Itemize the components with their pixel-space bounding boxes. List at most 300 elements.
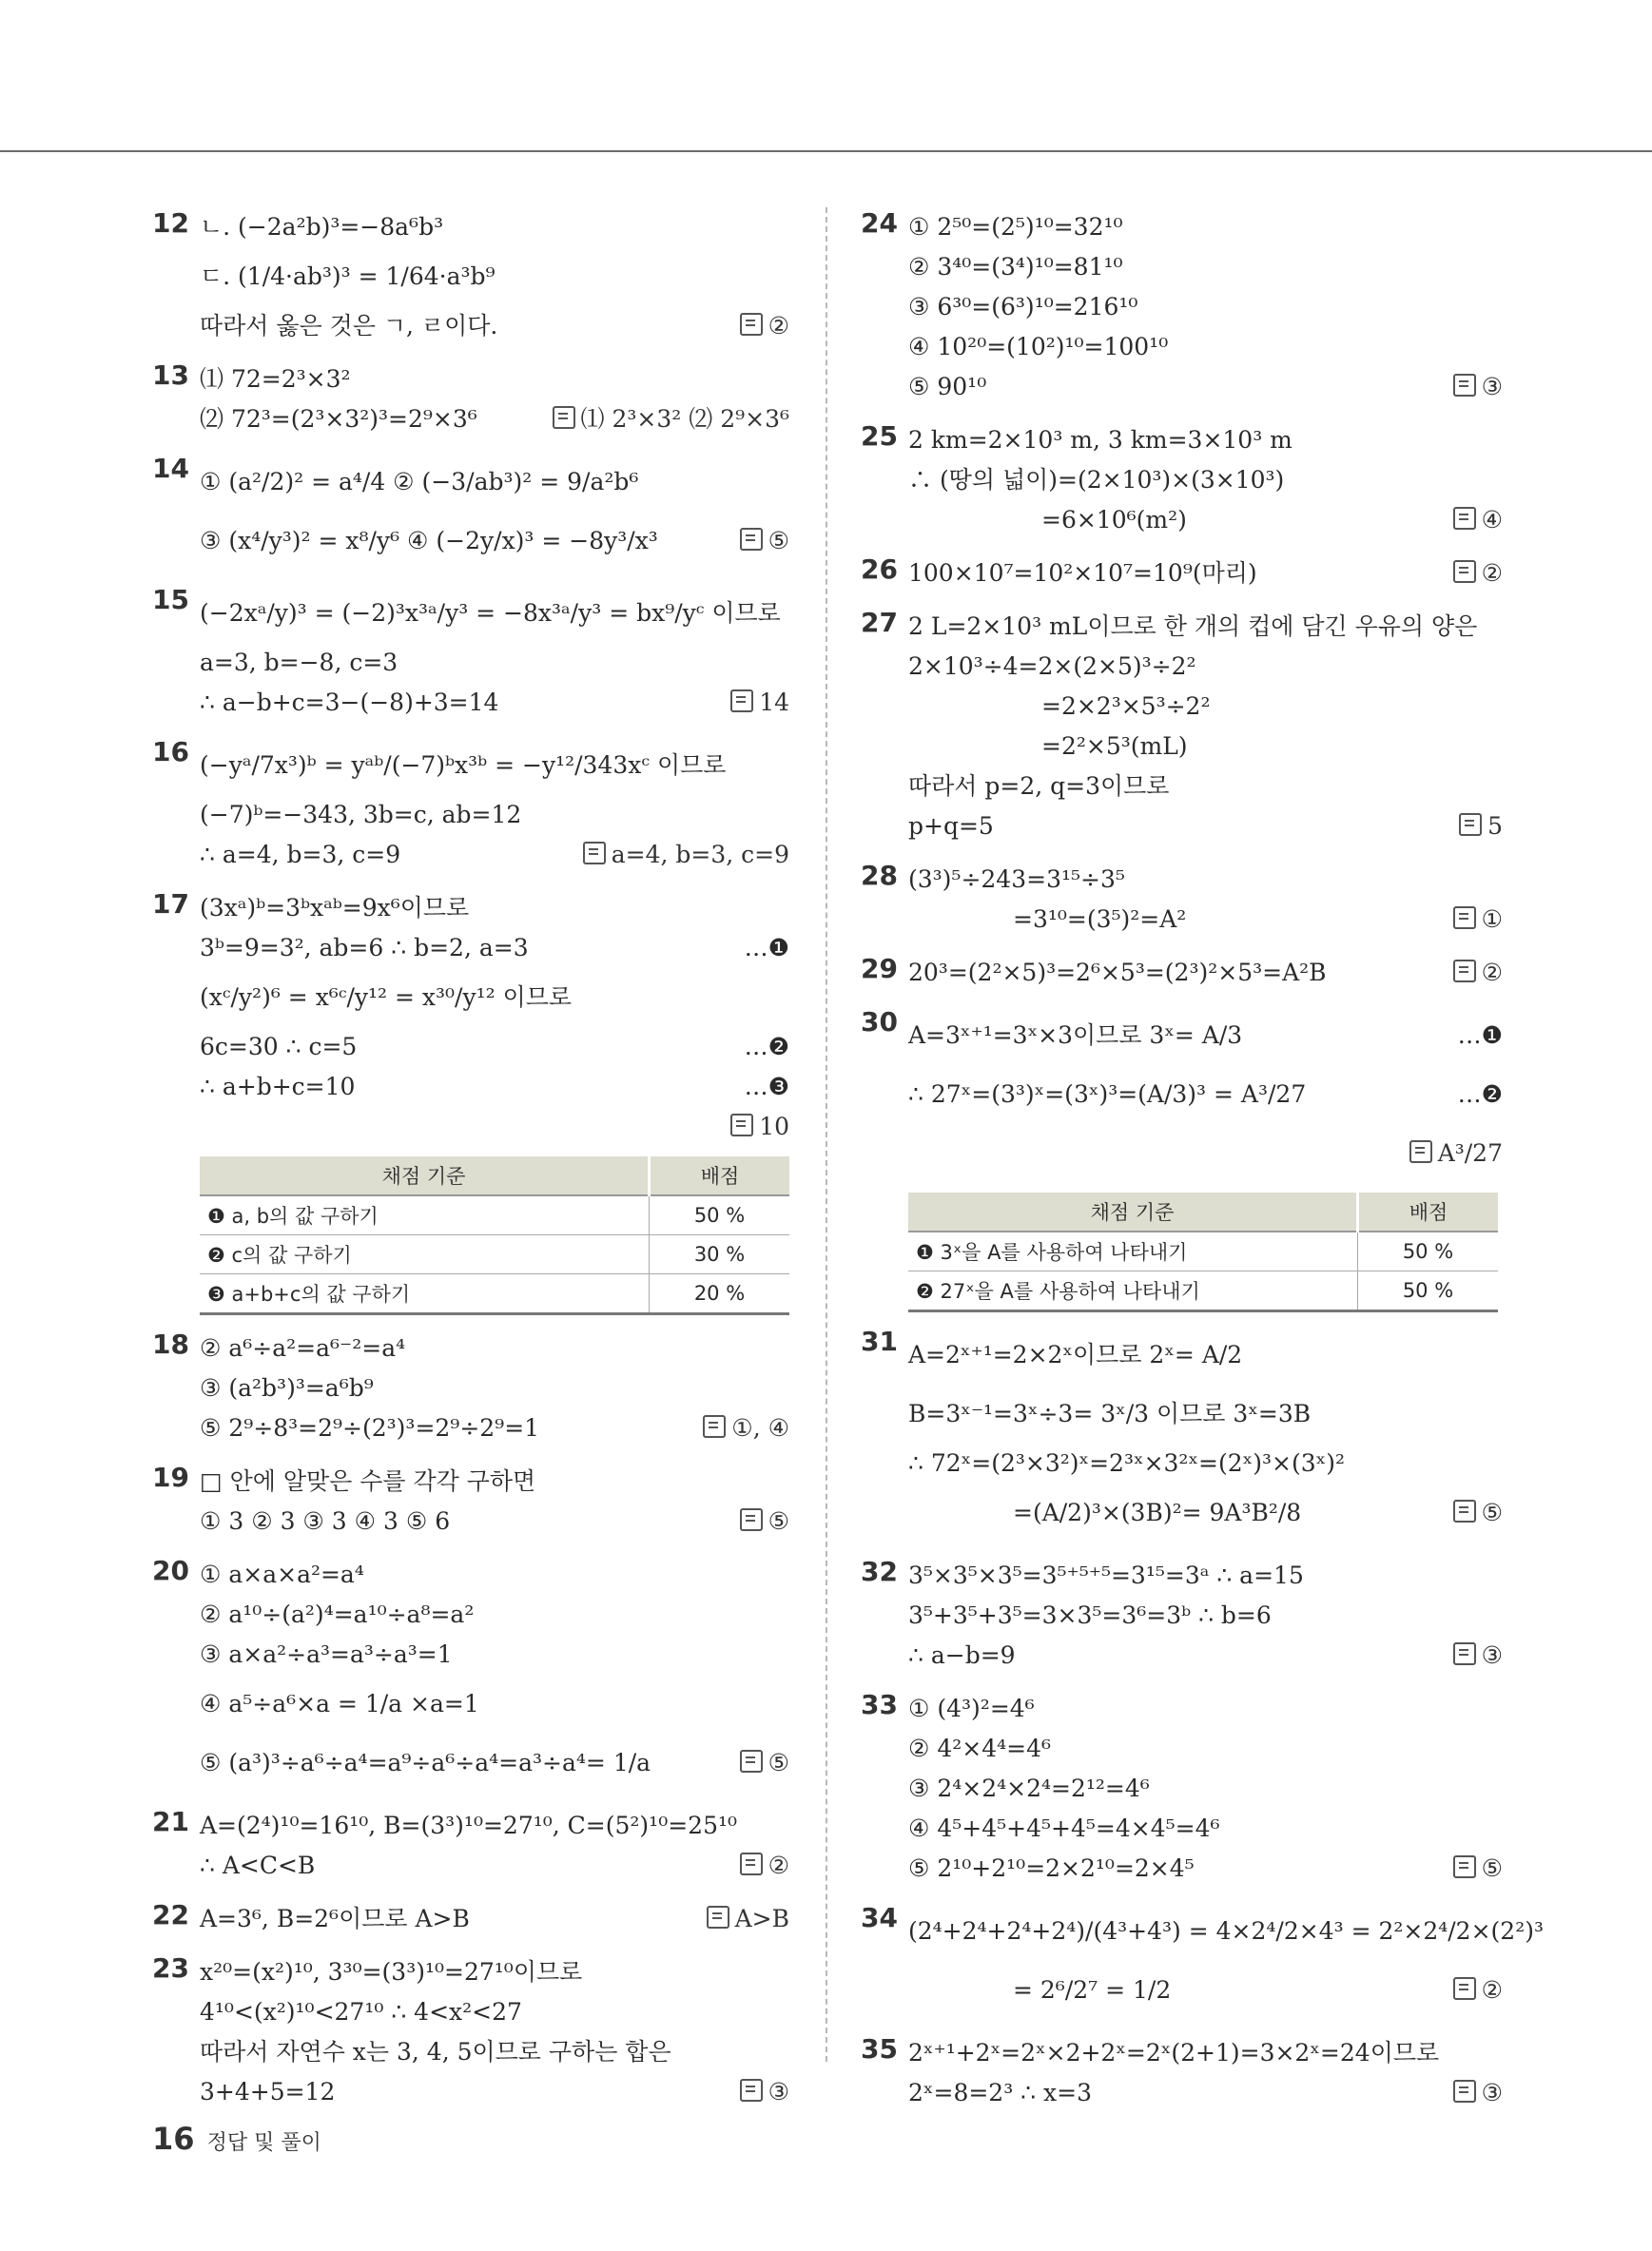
solution-text: ② 4²×4⁴=4⁶ [908,1735,1052,1762]
answer [583,835,789,875]
problem-number: 25 [861,420,898,452]
problem-23 [152,1952,789,2112]
answer [703,1408,789,1448]
problem-13 [152,359,789,439]
solution-line [908,1636,1503,1676]
solution-line [200,1846,789,1886]
solution-lines [908,1902,1544,2020]
solution-text: 3⁵×3⁵×3⁵=3⁵⁺⁵⁺⁵=3¹⁵=3ᵃ ∴ a=15 [908,1562,1304,1589]
solution-line [200,584,789,643]
problem-33 [861,1689,1503,1889]
solution-text: ∴ 27ˣ=(3³)ˣ=(3ˣ)³=(A/3)³ = A³/27 [908,1080,1307,1108]
solution-line [908,1385,1503,1444]
solution-line [908,1006,1503,1065]
criteria-cell: ❶ a, b의 값 구하기 [200,1195,650,1235]
solution-lines [908,2033,1503,2113]
grading-header-row [200,1156,789,1195]
solution-line [908,953,1503,993]
solution-text: ③ a×a²÷a³=a³÷a³=1 [200,1640,453,1668]
points-cell: 50 % [650,1195,790,1235]
solution-text: ㄷ. (1/4·ab³)³ = 1/64·a³b⁹ [200,262,496,290]
answer-text: ⑤ [1481,1854,1503,1882]
solution-line [200,1502,789,1542]
solution-text: 2×10³÷4=2×(2×5)³÷2² [908,652,1196,680]
answer [730,1107,789,1147]
answer-box-icon [1453,906,1476,929]
solution-text: (2⁴+2⁴+2⁴+2⁴)/(4³+4³) = 4×2⁴/2×4³ = 2²×2⁴/2×(2²)³ [908,1917,1544,1945]
solution-text: ⑵ 72³=(2³×3²)³=2⁹×3⁶ [200,405,477,433]
solution-text: 따라서 옳은 것은 ㄱ, ㄹ이다. [200,312,498,340]
problem-number: 32 [861,1556,898,1587]
solution-line [908,2033,1503,2073]
problem-28 [861,860,1503,940]
answer [1459,806,1503,846]
answer-text: ⑴ 2³×3² ⑵ 2⁹×3⁶ [580,405,789,433]
answer [1409,1124,1503,1183]
problem-number: 21 [152,1806,189,1837]
solution-lines [200,888,789,1147]
answer-text: ③ [1481,2079,1503,2106]
solution-text: 2ˣ=8=2³ ∴ x=3 [908,2079,1092,2106]
footer-label: 정답 및 풀이 [206,2131,321,2155]
answer-box-icon [553,406,575,429]
solution-text: ⑤ (a³)³÷a⁶÷a⁴=a⁹÷a⁶÷a⁴=a³÷a⁴= 1/a [200,1749,651,1776]
answer [1453,1961,1503,2020]
solution-line [200,1462,789,1502]
answer [730,683,789,723]
answer [740,1502,789,1542]
solution-text: (−yᵃ/7x³)ᵇ = yᵃᵇ/(−7)ᵇx³ᵇ = −y¹²/343xᶜ 이므로 [200,751,727,779]
solution-line [200,736,789,795]
solution-line [200,1107,789,1147]
step-marker: …❷ [744,1033,789,1060]
answer [1453,1484,1503,1543]
points-cell: 50 % [1358,1271,1499,1311]
answer-box-icon [1453,1977,1476,2000]
solution-text: ∴ a−b+c=3−(−8)+3=14 [200,689,499,716]
grading-header-row [908,1193,1498,1232]
solution-line [908,1326,1503,1385]
problem-number: 28 [861,860,898,891]
solution-lines [908,1689,1503,1889]
answer [1453,1636,1503,1676]
criteria-cell: ❷ c의 값 구하기 [200,1235,650,1274]
solution-text: B=3ˣ⁻¹=3ˣ÷3= 3ˣ/3 이므로 3ˣ=3B [908,1400,1312,1427]
solution-line [908,207,1503,247]
answer [740,306,789,346]
points-cell: 50 % [1358,1232,1499,1271]
answer-box-icon [740,2079,763,2102]
solution-lines [200,584,789,723]
solution-line [908,1556,1503,1596]
solution-line [200,1555,789,1595]
solution-line [200,1408,789,1448]
solution-line [908,1484,1503,1543]
solution-text: 6c=30 ∴ c=5 [200,1033,358,1060]
solution-text: ③ 2⁴×2⁴×2⁴=2¹²=4⁶ [908,1775,1150,1802]
answer [1453,553,1503,593]
problem-number: 34 [861,1902,898,1933]
solution-line [908,420,1503,460]
solution-text: a=3, b=−8, c=3 [200,649,398,676]
answer-box-icon [730,689,753,712]
solution-text: □ 안에 알맞은 수를 각각 구하면 [200,1467,536,1495]
solution-text: ∴ a=4, b=3, c=9 [200,841,401,868]
solution-lines [200,1329,789,1448]
answer-text: ③ [1481,1641,1503,1669]
problem-32 [861,1556,1503,1676]
solution-text: ⑴ 72=2³×3² [200,365,351,393]
problem-number: 27 [861,607,898,638]
problem-35 [861,2033,1503,2113]
solution-text: A=2ˣ⁺¹=2×2ˣ이므로 2ˣ= A/2 [908,1341,1243,1368]
solution-lines [908,207,1503,407]
solution-text: ∴ a+b+c=10 [200,1073,356,1100]
problem-26 [861,553,1503,593]
solution-lines [908,607,1503,846]
answer-box-icon [740,1853,763,1875]
answer-text: A³/27 [1437,1139,1503,1167]
solution-line [908,2073,1503,2113]
solution-text: 3+4+5=12 [200,2078,336,2105]
answer [553,399,789,439]
answer-box-icon [1453,374,1476,397]
answer [740,1734,789,1793]
solution-line [200,359,789,399]
solution-text: 4¹⁰<(x²)¹⁰<27¹⁰ ∴ 4<x²<27 [200,1998,522,2026]
answer-box-icon [1409,1140,1432,1163]
answer-text: a=4, b=3, c=9 [611,841,789,868]
problem-number: 19 [152,1462,189,1493]
solution-text: 2ˣ⁺¹+2ˣ=2ˣ×2+2ˣ=2ˣ(2+1)=3×2ˣ=24이므로 [908,2039,1440,2067]
answer-text: ①, ④ [731,1414,789,1442]
solution-line [200,795,789,835]
solution-lines [200,1952,789,2112]
problem-number: 18 [152,1329,189,1360]
solution-text: =6×10⁶(m²) [1041,506,1187,534]
solution-text: =2²×5³(mL) [1041,732,1188,760]
solution-text: ① 3 ② 3 ③ 3 ④ 3 ⑤ 6 [200,1507,451,1535]
solution-line [908,1124,1503,1183]
answer-box-icon [703,1415,726,1438]
solution-line [200,1952,789,1992]
solution-text: ① 2⁵⁰=(2⁵)¹⁰=32¹⁰ [908,213,1123,241]
solution-text: ③ (a²b³)³=a⁶b⁹ [200,1374,374,1402]
answer-text: ⑤ [768,527,789,554]
problem-number: 14 [152,453,189,484]
solution-text: 따라서 p=2, q=3이므로 [908,772,1170,800]
solution-line [908,1961,1503,2020]
solution-line [908,1065,1503,1124]
answer-box-icon [1453,960,1476,982]
solution-lines [908,1556,1503,1676]
solution-line [908,287,1503,327]
answer-box-icon [1453,560,1476,583]
solution-text: 2 L=2×10³ mL이므로 한 개의 컵에 담긴 우유의 양은 [908,612,1478,640]
problem-18 [152,1329,789,1448]
solution-line [908,1849,1503,1889]
problem-number: 30 [861,1006,898,1038]
answer-box-icon [1453,507,1476,530]
answer-text: ② [768,1852,789,1879]
solution-lines [200,736,789,875]
solution-text: 3ᵇ=9=3², ab=6 ∴ b=2, a=3 [200,934,529,961]
solution-line [908,247,1503,287]
solution-text: ② 3⁴⁰=(3⁴)¹⁰=81¹⁰ [908,253,1123,281]
solution-line [908,1444,1503,1484]
solution-lines [908,1006,1503,1183]
answer-text: ③ [1481,373,1503,400]
grading-row [200,1195,789,1235]
solution-line [200,2032,789,2072]
solution-line [200,1734,789,1793]
points-cell: 20 % [650,1274,790,1314]
solution-lines [200,1899,789,1939]
answer-box-icon [1459,813,1482,836]
solution-text: A=(2⁴)¹⁰=16¹⁰, B=(3³)¹⁰=27¹⁰, C=(5²)¹⁰=25¹⁰ [200,1812,738,1839]
solution-line [200,1899,789,1939]
solution-lines [908,953,1503,993]
page-number: 16 [152,2121,195,2157]
answer-box-icon [740,1508,763,1531]
answer-text: ② [768,312,789,340]
solution-line [200,512,789,571]
solution-text: (−7)ᵇ=−343, 3b=c, ab=12 [200,801,522,828]
solution-line [200,835,789,875]
answer-text: ② [1481,559,1503,587]
answer-text: 10 [759,1113,789,1140]
grading-row [200,1235,789,1274]
right-column [861,207,1544,2126]
solution-text: (−2xᵃ/y)³ = (−2)³x³ᵃ/y³ = −8x³ᵃ/y³ = bx⁹/yᶜ 이므로 [200,599,781,627]
problem-number: 12 [152,207,189,239]
answer-box-icon [740,1750,763,1773]
problem-12 [152,207,789,346]
answer-box-icon [1453,2080,1476,2103]
solution-text: ① a×a×a²=a⁴ [200,1561,364,1588]
solution-text: 20³=(2²×5)³=2⁶×5³=(2³)²×5³=A²B [908,959,1327,986]
criteria-cell: ❸ a+b+c의 값 구하기 [200,1274,650,1314]
problem-number: 22 [152,1899,189,1931]
solution-text: 100×10⁷=10²×10⁷=10⁹(마리) [908,559,1257,587]
answer-text: ⑤ [1481,1499,1503,1526]
problem-number: 17 [152,888,189,920]
solution-line [908,1902,1544,1961]
answer-box-icon [730,1114,753,1136]
solution-line [200,1027,789,1067]
answer-text: ⑤ [768,1749,789,1776]
problem-15 [152,584,789,723]
points-header: 배점 [650,1156,790,1195]
page-footer [152,2121,321,2157]
solution-text: = 2⁶/2⁷ = 1/2 [1013,1976,1172,2004]
solution-line [908,1729,1503,1769]
solution-text: ④ 10²⁰=(10²)¹⁰=100¹⁰ [908,333,1169,360]
solution-lines [908,553,1503,593]
solution-line [908,647,1503,687]
answer-text: ② [1481,1976,1503,2004]
grading-row [908,1271,1498,1311]
solution-text: (xᶜ/y²)⁶ = x⁶ᶜ/y¹² = x³⁰/y¹² 이므로 [200,983,573,1011]
solution-text: ② a⁶÷a²=a⁶⁻²=a⁴ [200,1334,406,1362]
solution-text: ② a¹⁰÷(a²)⁴=a¹⁰÷a⁸=a² [200,1601,475,1628]
solution-line [200,643,789,683]
solution-line [200,683,789,723]
solution-text: ⑤ 2¹⁰+2¹⁰=2×2¹⁰=2×4⁵ [908,1854,1195,1882]
answer-text: 5 [1487,812,1503,840]
answer-box-icon [740,528,763,551]
solution-line [200,968,789,1027]
solution-line [908,860,1503,900]
problem-21 [152,1806,789,1886]
solution-line [908,806,1503,846]
solution-line [200,1595,789,1635]
solution-line [908,327,1503,367]
solution-text: 2 km=2×10³ m, 3 km=3×10³ m [908,426,1292,454]
solution-text: ④ a⁵÷a⁶×a = 1/a ×a=1 [200,1690,479,1717]
solution-line [200,1329,789,1368]
problem-16 [152,736,789,875]
solution-text: 3⁵+3⁵+3⁵=3×3⁵=3⁶=3ᵇ ∴ b=6 [908,1601,1272,1629]
solution-line [200,928,789,968]
solution-text: ∴ a−b=9 [908,1641,1016,1669]
answer-text: A>B [734,1905,789,1932]
left-column [152,207,789,2125]
answer [1453,500,1503,540]
solution-line [200,1368,789,1408]
solution-line [908,367,1503,407]
solution-line [200,453,789,512]
solution-text: =(A/2)³×(3B)²= 9A³B²/8 [1013,1499,1302,1526]
problem-24 [861,207,1503,407]
step-marker: …❶ [1457,1021,1503,1049]
solution-text: 따라서 자연수 x는 3, 4, 5이므로 구하는 합은 [200,2038,671,2066]
answer-box-icon [740,313,763,336]
solution-text: =3¹⁰=(3⁵)²=A² [1013,905,1187,933]
problem-27 [861,607,1503,846]
answer [1453,953,1503,993]
top-rule [0,150,1652,152]
solution-lines [908,860,1503,940]
answer [740,512,789,571]
solution-line [200,247,789,306]
solution-lines [908,420,1503,540]
solution-line [908,900,1503,940]
criteria-cell: ❶ 3ˣ을 A를 사용하여 나타내기 [908,1232,1358,1271]
problem-number: 29 [861,953,898,984]
answer-text: ⑤ [768,1507,789,1535]
answer-box-icon [583,842,606,864]
solution-text: ④ 4⁵+4⁵+4⁵+4⁵=4×4⁵=4⁶ [908,1814,1220,1842]
solution-lines [200,1462,789,1542]
criteria-header: 채점 기준 [908,1193,1358,1232]
problem-number: 20 [152,1555,189,1586]
grading-row [908,1232,1498,1271]
problem-number: 16 [152,736,189,767]
problem-number: 31 [861,1326,898,1357]
solution-text: ③ (x⁴/y³)² = x⁸/y⁶ ④ (−2y/x)³ = −8y³/x³ [200,527,658,554]
solution-line [200,207,789,247]
answer-text: ③ [768,2078,789,2105]
solution-line [200,1067,789,1107]
step-marker: …❷ [1457,1080,1503,1108]
solution-line [908,553,1503,593]
solution-line [908,500,1503,540]
solution-text: A=3⁶, B=2⁶이므로 A>B [200,1905,470,1932]
answer [707,1899,789,1939]
solution-lines [200,453,789,571]
problem-14 [152,453,789,571]
criteria-header: 채점 기준 [200,1156,650,1195]
answer-text: ② [1481,959,1503,986]
solution-line [200,1675,789,1734]
answer-text: ① [1481,905,1503,933]
solution-text: ∴ 72ˣ=(2³×3²)ˣ=2³ˣ×3²ˣ=(2ˣ)³×(3ˣ)² [908,1449,1346,1477]
solution-lines [200,1555,789,1793]
answer-text: ④ [1481,506,1503,534]
solution-text: p+q=5 [908,812,994,840]
solution-text: ⑤ 2⁹÷8³=2⁹÷(2³)³=2⁹÷2⁹=1 [200,1414,540,1442]
answer [1453,900,1503,940]
answer [1453,1849,1503,1889]
problem-17 [152,888,789,1315]
problem-number: 23 [152,1952,189,1984]
solution-text: ∴ A<C<B [200,1852,316,1879]
solution-line [908,1769,1503,1809]
solution-line [908,1689,1503,1729]
solution-text: ① (4³)²=4⁶ [908,1695,1035,1722]
answer [1453,367,1503,407]
solution-line [200,1806,789,1846]
solution-line [200,2072,789,2112]
solution-text: ① (a²/2)² = a⁴/4 ② (−3/ab³)² = 9/a²b⁶ [200,468,639,495]
solution-line [200,888,789,928]
answer-box-icon [1453,1642,1476,1665]
solution-line [200,399,789,439]
grading-table [908,1193,1498,1312]
solution-line [908,607,1503,647]
problem-31 [861,1326,1503,1543]
problem-20 [152,1555,789,1793]
problem-number: 26 [861,553,898,585]
solution-text: A=3ˣ⁺¹=3ˣ×3이므로 3ˣ= A/3 [908,1021,1243,1049]
problem-number: 33 [861,1689,898,1720]
solution-text: ③ 6³⁰=(6³)¹⁰=216¹⁰ [908,293,1138,320]
solution-text: =2×2³×5³÷2² [1041,692,1211,720]
solution-line [908,460,1503,500]
answer-box-icon [1453,1855,1476,1878]
column-divider [826,207,827,2062]
answer [740,2072,789,2112]
problem-number: 24 [861,207,898,239]
problem-30 [861,1006,1503,1312]
solution-line [908,687,1503,727]
problem-22 [152,1899,789,1939]
problem-29 [861,953,1503,993]
problem-number: 15 [152,584,189,615]
problem-25 [861,420,1503,540]
solution-line [200,1635,789,1675]
answer [1453,2073,1503,2113]
answer [740,1846,789,1886]
solution-text: x²⁰=(x²)¹⁰, 3³⁰=(3³)¹⁰=27¹⁰이므로 [200,1958,583,1986]
solution-text: ⑤ 90¹⁰ [908,373,987,400]
points-header: 배점 [1358,1193,1499,1232]
solution-lines [908,1326,1503,1543]
points-cell: 30 % [650,1235,790,1274]
solution-lines [200,207,789,346]
solution-line [200,306,789,346]
